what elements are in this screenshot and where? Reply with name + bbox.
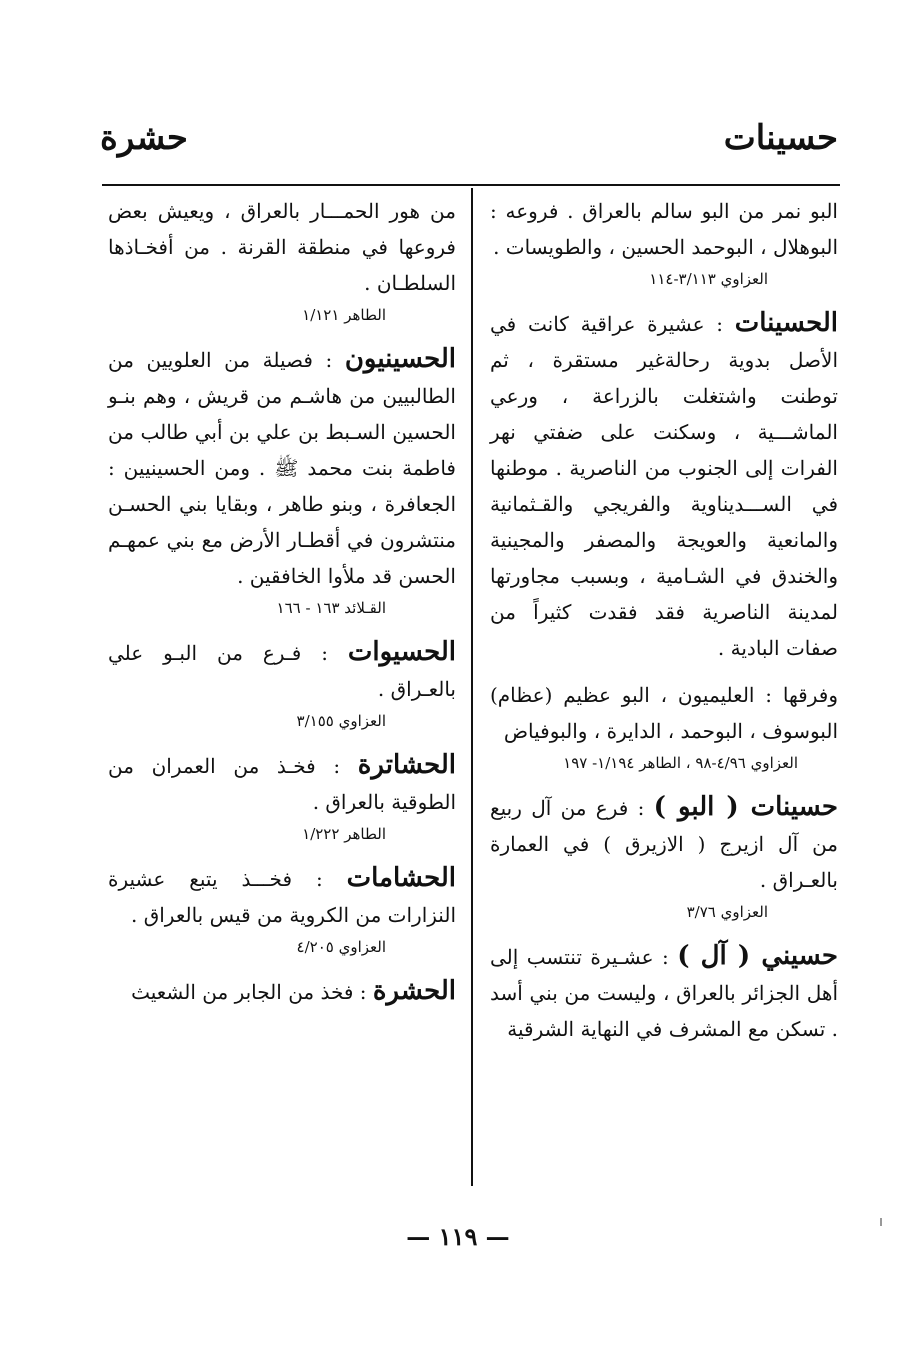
dictionary-entry — [490, 789, 838, 924]
left-column — [108, 192, 456, 1020]
page-number: — ١١٩ — — [406, 1222, 510, 1251]
entry-term: الحشامات — [346, 863, 456, 893]
entry-term: الحسيوات — [347, 637, 456, 667]
entry-text: : فرع من آل ربيع من آل ازيرج ( الازيرق ) في العمارة بالعـراق . — [490, 796, 838, 892]
entry-source: القـلائد ١٦٣ - ١٦٦ — [276, 599, 386, 617]
entry-text: من هور الحمـــار بالعراق ، ويعيش بعض فروعها في منطقة القرنة . من أفخـاذها السلطـان . — [108, 199, 456, 295]
entry-text: البو نمر من البو سالم بالعراق . فروعه : البوهلال ، البوحمد الحسين ، والطويسات . — [490, 199, 838, 259]
scan-speck — [880, 1218, 882, 1226]
dictionary-entry — [108, 860, 456, 959]
entry-term: حسيني ( آل ) — [677, 941, 838, 971]
entry-term: الحسينات — [734, 308, 838, 338]
entry-text: : فخـذ من العمران من الطوقية بالعراق . — [108, 754, 456, 814]
entry-term: الحسينيون — [344, 344, 456, 374]
entry-source: الطاهر ١/١٢١ — [302, 306, 386, 324]
header-left-keyword: حشرة — [100, 118, 188, 158]
page-header — [100, 118, 838, 168]
dictionary-entry — [108, 192, 456, 327]
entry-term: الحشرة — [372, 976, 456, 1006]
dictionary-entry — [490, 938, 838, 1047]
entry-text: : فصيلة من العلويين من الطالبيين من هاشـم من قريش ، وهم بنـو الحسين السـبط بن علي بن أبي طالب من فاطمة بنت محمد ﷺ . ومن الحسينيين : الجعافرة ، وبنو طاهر ، وبقايا بني الحسـن منتشرون في أقطـار الأرض مع بني عمهـم الحسن قد ملأوا الخافقين . — [108, 348, 456, 588]
right-column — [490, 192, 838, 1057]
dictionary-entry — [490, 305, 838, 666]
entry-text: : فخـــذ يتبع عشيرة النزارات من الكروية من قيس بالعراق . — [108, 867, 456, 927]
dictionary-entry — [108, 747, 456, 846]
entry-source: العزاوي ٤/٩٦-٩٨ ، الطاهر ١/١٩٤- ١٩٧ — [563, 754, 798, 772]
dictionary-entry — [108, 341, 456, 620]
entry-text: : فخذ من الجابر من الشعيث — [131, 980, 373, 1004]
entry-source: العزاوي ٣/٧٦ — [686, 903, 768, 921]
entry-source: العزاوي ٣/١١٣-١١٤ — [649, 270, 768, 288]
dictionary-entry — [490, 676, 838, 775]
entry-text: : عشيرة عراقية كانت في الأصل بدوية رحالةغير مستقرة ، ثم توطنت واشتغلت بالزراعة ، ورعي الماشـــية ، وسكنت على ضفتي نهر الفرات إلى الجنوب من الناصرية . موطنها في الســـديناوية والفريجي والقـثمانية والمانعية والعويجة والمصفر والمجينية والخندق في الشـامية ، وبسبب مجاورتها لمدينة الناصرية فقد فقدت كثيراً من صفات البادية . — [490, 312, 838, 660]
entry-text: : عشـيرة تنتسب إلى أهل الجزائر بالعراق ، وليست من بني أسد . تسكن مع المشرف في النهاية الشرقية — [490, 945, 838, 1041]
entry-term: الحشاترة — [357, 750, 456, 780]
entry-source: العزاوي ٣/١٥٥ — [296, 712, 386, 730]
dictionary-entry — [108, 973, 456, 1010]
entry-term: حسينات ( البو ) — [653, 792, 838, 822]
column-divider — [471, 188, 473, 1186]
dictionary-entry — [490, 192, 838, 291]
header-right-keyword: حسينات — [723, 118, 838, 158]
entry-source: العزاوي ٤/٢٠٥ — [296, 938, 386, 956]
entry-text: وفرقها : العليميون ، البو عظيم (عظام) البوسوف ، البوحمد ، الدايرة ، والبوفياض — [490, 683, 838, 743]
entry-source: الطاهر ١/٢٢٢ — [302, 825, 386, 843]
header-rule — [102, 184, 840, 186]
entry-text: : فـرع من البـو علي بالعـراق . — [108, 641, 456, 701]
dictionary-entry — [108, 634, 456, 733]
